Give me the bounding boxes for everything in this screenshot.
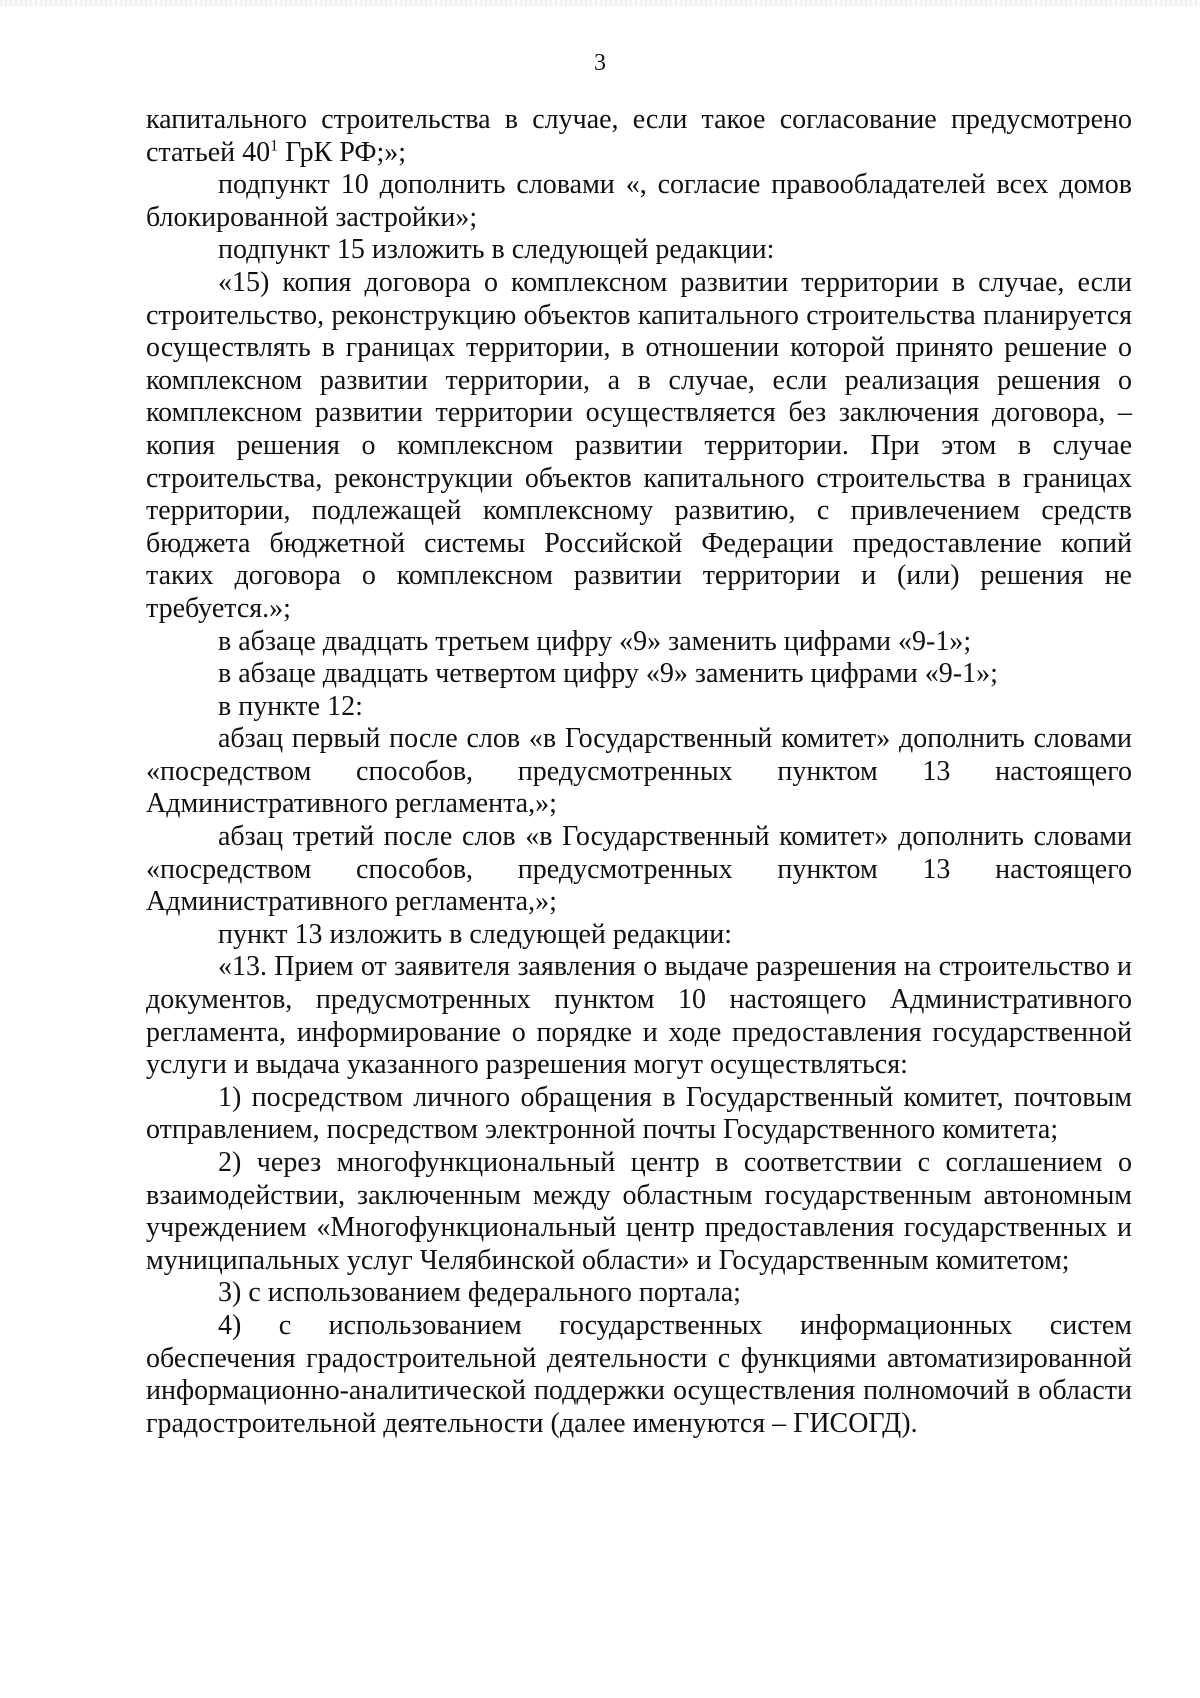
paragraph-7: в пункте 12: — [218, 690, 363, 722]
paragraph-9: абзац третий после слов «в Государственный комитет» дополнить словами «посредством способов, предусмотренных пунктом 13 настоящего Административного регламента,»; — [146, 821, 1132, 918]
paragraph-14: 3) с использованием федерального портала; — [218, 1277, 741, 1309]
paragraph-13: 2) через многофункциональный центр в соответствии с соглашением о взаимодействии, заключенным между областным государственным автономным учреждением «Многофункциональный центр предоставления государственных и муниципальных услуг Челябинской области» и Государственным комитетом; — [146, 1147, 1132, 1276]
paragraph-15: 4) с использованием государственных информационных систем обеспечения градостроительной деятельности с функциями автоматизированной информационно-аналитической поддержки осуществления полномочий в области градостроительной деятельности (далее именуются – ГИСОГД). — [146, 1309, 1132, 1439]
paragraph-1: капитального строительства в случае, если такое согласование предусмотрено статьей $40^1$ ГрК РФ;»; — [146, 104, 1132, 168]
paragraph-11: «13. Прием от заявителя заявления о выдаче разрешения на строительство и документов, предусмотренных пунктом 10 настоящего Административного регламента, информирование о порядке и ходе предоставления государственной услуги и выдача указанного разрешения могут осуществляться: — [146, 951, 1132, 1081]
page-number: 3 — [594, 50, 606, 76]
paragraph-12: 1) посредством личного обращения в Государственный комитет, почтовым отправлением, посредством электронной почты Государственного комитета; — [146, 1081, 1132, 1146]
superscript: 1 — [270, 137, 279, 155]
scan-edge — [0, 0, 1200, 6]
paragraph-6: в абзаце двадцать четвертом цифру «9» заменить цифрами «9-1»; — [218, 658, 998, 690]
paragraph-3: подпункт 15 изложить в следующей редакции: — [218, 234, 775, 266]
document-body — [146, 104, 1132, 1440]
paragraph-8: абзац первый после слов «в Государственный комитет» дополнить словами «посредством способов, предусмотренных пунктом 13 настоящего Административного регламента,»; — [146, 723, 1132, 820]
paragraph-4: «15) копия договора о комплексном развитии территории в случае, если строительство, реконструкцию объектов капитального строительства планируется осуществлять в границах территории, в отношении которой принято решение о комплексном развитии территории, а в случае, если реализация решения о комплексном развитии территории осуществляется без заключения договора, – копия решения о комплексном развитии территории. При этом в случае строительства, реконструкции объектов капитального строительства в границах территории, подлежащей комплексному развитию, с привлечением средств бюджета бюджетной системы Российской Федерации предоставление копий таких договора о комплексном развитии территории и (или) решения не требуется.»; — [146, 266, 1132, 624]
paragraph-10: пункт 13 изложить в следующей редакции: — [218, 918, 732, 950]
paragraph-2: подпункт 10 дополнить словами «, согласие правообладателей всех домов блокированной застройки»; — [146, 169, 1132, 233]
paragraph-5: в абзаце двадцать третьем цифру «9» заменить цифрами «9-1»; — [218, 625, 972, 657]
